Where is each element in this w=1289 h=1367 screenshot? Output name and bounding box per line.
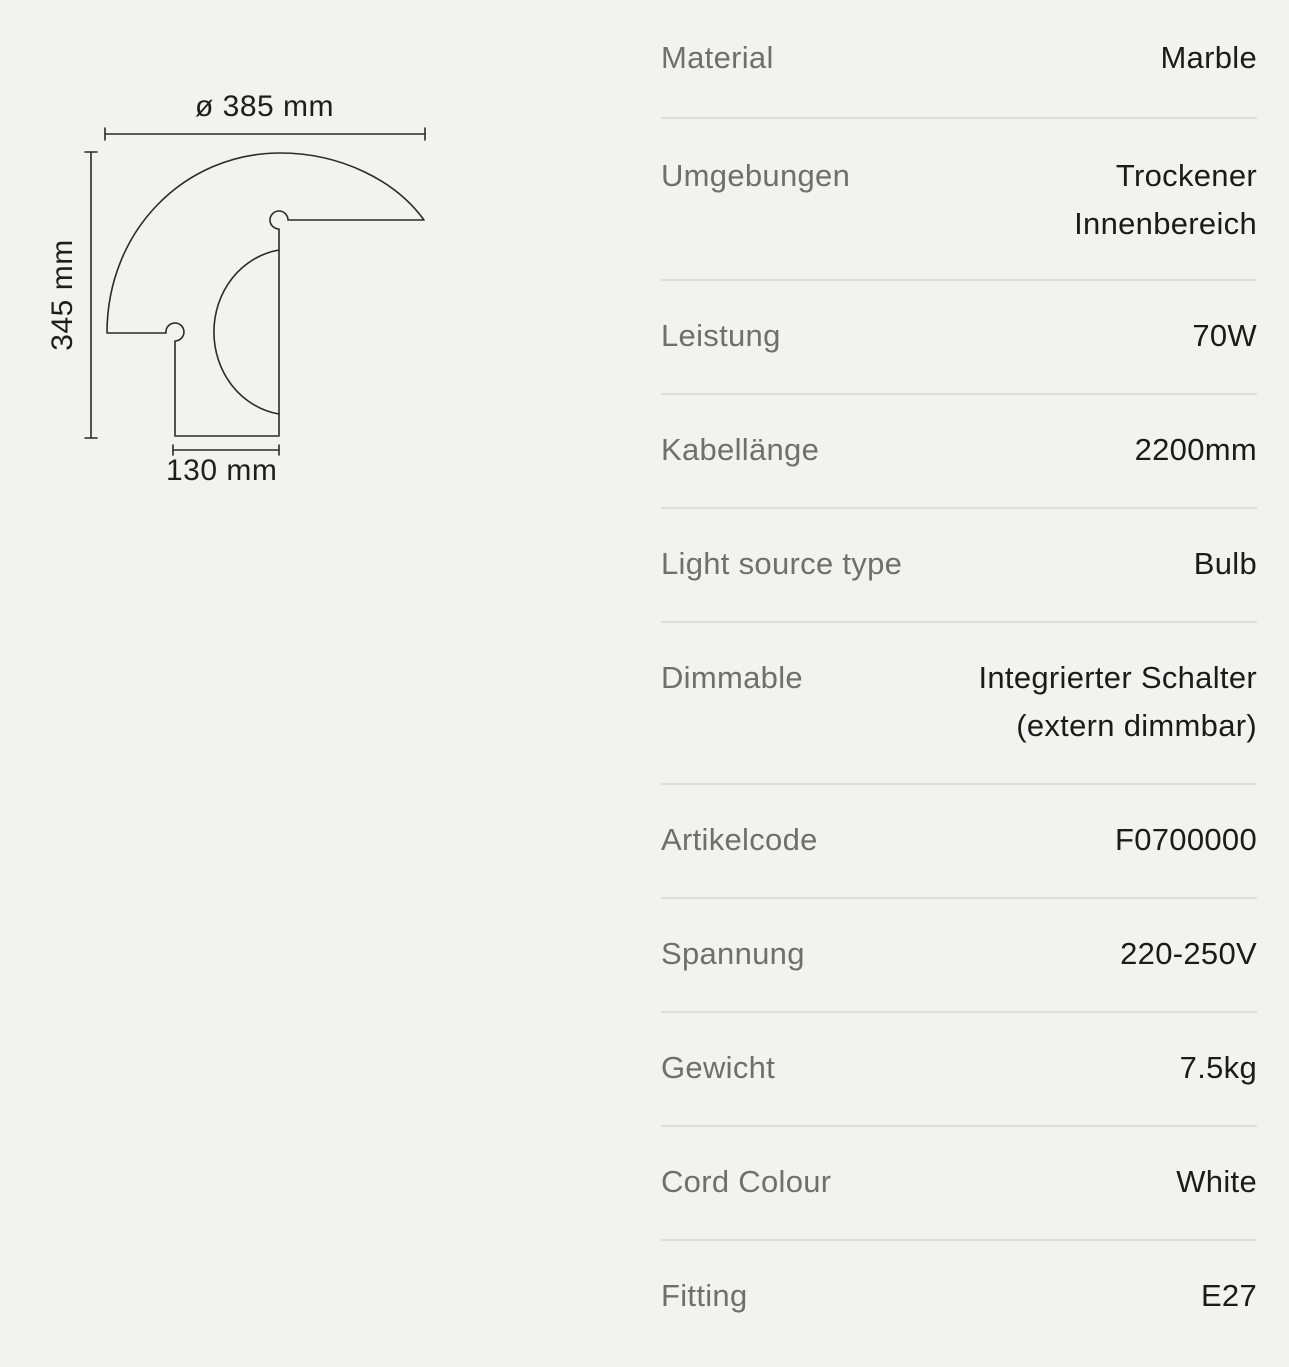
- lamp-outline-icon: [0, 0, 560, 520]
- spec-row-material: [661, 0, 1257, 119]
- spec-value: 2200mm: [1134, 432, 1257, 467]
- spec-label: Leistung: [661, 318, 781, 353]
- spec-row-weight: [661, 1013, 1257, 1127]
- height-dimension-label: 345 mm: [46, 239, 79, 351]
- spec-row-cable-length: [661, 395, 1257, 509]
- spec-label: Light source type: [661, 546, 903, 581]
- spec-value: F0700000: [1114, 822, 1257, 857]
- spec-label: Fitting: [661, 1278, 748, 1313]
- base-dimension-label: 130 mm: [166, 454, 278, 487]
- spec-value: 7.5kg: [1179, 1050, 1257, 1085]
- specifications-list: [661, 0, 1257, 1341]
- spec-row-dimmable: [661, 623, 1257, 785]
- spec-value: Trockener Innenbereich: [1074, 158, 1257, 241]
- spec-label: Spannung: [661, 936, 805, 971]
- spec-row-article-code: [661, 785, 1257, 899]
- lamp-dimension-drawing: [0, 0, 560, 520]
- spec-label: Kabellänge: [661, 432, 820, 467]
- spec-label: Cord Colour: [661, 1164, 832, 1199]
- spec-value: 70W: [1192, 318, 1257, 353]
- spec-label: Dimmable: [661, 660, 803, 695]
- spec-label: Artikelcode: [661, 822, 818, 857]
- spec-value: Marble: [1160, 40, 1257, 75]
- spec-row-light-source: [661, 509, 1257, 623]
- spec-row-cord-colour: [661, 1127, 1257, 1241]
- spec-value: White: [1176, 1164, 1257, 1199]
- spec-row-fitting: [661, 1241, 1257, 1341]
- spec-label: Umgebungen: [661, 158, 851, 193]
- spec-row-power: [661, 281, 1257, 395]
- spec-value: Integrierter Schalter (extern dimmbar): [978, 660, 1257, 743]
- spec-value: E27: [1200, 1278, 1257, 1313]
- spec-row-voltage: [661, 899, 1257, 1013]
- spec-value: 220-250V: [1120, 936, 1257, 971]
- spec-value: Bulb: [1193, 546, 1257, 581]
- spec-label: Gewicht: [661, 1050, 776, 1085]
- spec-row-environment: [661, 119, 1257, 281]
- spec-label: Material: [661, 40, 774, 75]
- diameter-dimension-label: ø 385 mm: [195, 90, 335, 123]
